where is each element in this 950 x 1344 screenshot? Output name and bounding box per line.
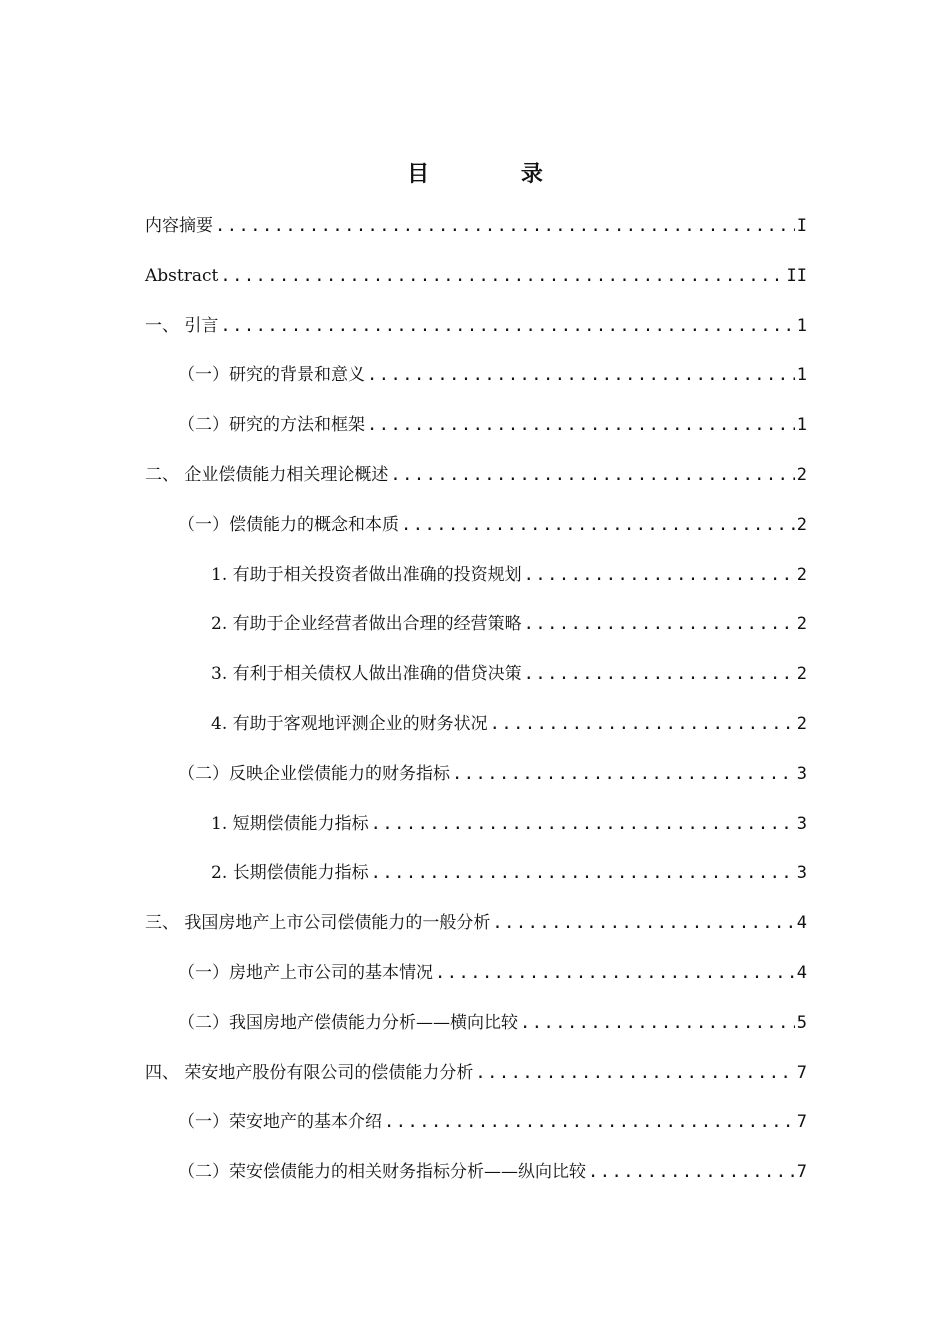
toc-entry-page: 1 — [796, 415, 807, 436]
toc-entry-label: 1. 短期偿债能力指标 — [211, 813, 369, 834]
toc-entry-section-4-2[interactable] — [145, 1157, 807, 1207]
toc-entry-chapter-4[interactable] — [145, 1058, 807, 1108]
toc-entry-page: 3 — [796, 763, 807, 784]
toc-entry-page: 2 — [796, 464, 807, 485]
toc-entry-chapter-1[interactable] — [145, 311, 807, 361]
toc-entry-section-2-1[interactable] — [145, 510, 807, 560]
toc-list — [145, 211, 807, 1207]
toc-entry-page: 5 — [796, 1012, 807, 1033]
toc-entry-page: 2 — [796, 713, 807, 734]
toc-entry-label: 2. 有助于企业经营者做出合理的经营策略 — [211, 614, 522, 635]
toc-entry-page: 2 — [796, 514, 807, 535]
toc-entry-page: 2 — [796, 664, 807, 685]
toc-entry-label: （二）我国房地产偿债能力分析——横向比较 — [178, 1012, 518, 1033]
toc-entry-label: 1. 有助于相关投资者做出准确的投资规划 — [211, 564, 522, 585]
toc-entry-section-1-2[interactable] — [145, 410, 807, 460]
toc-entry-label: 3. 有利于相关债权人做出准确的借贷决策 — [211, 664, 522, 685]
toc-entry-subsection-2-1-4[interactable] — [145, 709, 807, 759]
toc-entry-label: 4. 有助于客观地评测企业的财务状况 — [211, 713, 488, 734]
dot-leader — [588, 1157, 795, 1187]
dot-leader — [520, 1008, 795, 1038]
toc-entry-label: 三、 我国房地产上市公司偿债能力的一般分析 — [145, 913, 491, 934]
toc-title: 目 录 — [407, 162, 585, 187]
toc-entry-subsection-2-1-2[interactable] — [145, 609, 807, 659]
dot-leader — [524, 659, 795, 689]
toc-entry-page: 4 — [796, 913, 807, 934]
dot-leader — [384, 1107, 795, 1137]
dot-leader — [452, 759, 795, 789]
toc-entry-section-3-1[interactable] — [145, 958, 807, 1008]
toc-entry-label: （一）研究的背景和意义 — [178, 365, 365, 386]
dot-leader — [367, 360, 795, 390]
toc-entry-chapter-3[interactable] — [145, 908, 807, 958]
dot-leader — [492, 908, 794, 938]
toc-entry-label: 四、 荣安地产股份有限公司的偿债能力分析 — [145, 1062, 474, 1083]
toc-entry-chapter-2[interactable] — [145, 460, 807, 510]
dot-leader — [401, 510, 795, 540]
dot-leader — [220, 311, 794, 341]
dot-leader — [524, 560, 795, 590]
toc-entry-section-3-2[interactable] — [145, 1008, 807, 1058]
toc-entry-page: 2 — [796, 564, 807, 585]
toc-entry-section-4-1[interactable] — [145, 1107, 807, 1157]
toc-entry-label: （一）荣安地产的基本介绍 — [178, 1112, 382, 1133]
toc-entry-subsection-2-1-3[interactable] — [145, 659, 807, 709]
toc-entry-page: 3 — [796, 813, 807, 834]
dot-leader — [367, 410, 795, 440]
toc-entry-page: 1 — [796, 315, 807, 336]
toc-entry-abstract-en[interactable] — [145, 261, 807, 311]
dot-leader — [524, 609, 795, 639]
toc-entry-section-1-1[interactable] — [145, 360, 807, 410]
toc-entry-label: 2. 长期偿债能力指标 — [211, 863, 369, 884]
toc-entry-label: （一）偿债能力的概念和本质 — [178, 514, 399, 535]
toc-entry-subsection-2-2-2[interactable] — [145, 858, 807, 908]
toc-entry-label: Abstract — [145, 265, 219, 286]
toc-entry-page: 2 — [796, 614, 807, 635]
dot-leader — [435, 958, 795, 988]
dot-leader — [390, 460, 794, 490]
toc-entry-subsection-2-2-1[interactable] — [145, 809, 807, 859]
toc-entry-section-2-2[interactable] — [145, 759, 807, 809]
dot-leader — [475, 1058, 794, 1088]
toc-entry-label: （二）荣安偿债能力的相关财务指标分析——纵向比较 — [178, 1162, 586, 1183]
toc-entry-page: 1 — [796, 365, 807, 386]
toc-entry-page: 7 — [796, 1162, 807, 1183]
toc-entry-page: 7 — [796, 1062, 807, 1083]
toc-entry-label: （一）房地产上市公司的基本情况 — [178, 962, 433, 983]
toc-entry-page: 7 — [796, 1112, 807, 1133]
toc-entry-label: （二）研究的方法和框架 — [178, 415, 365, 436]
toc-entry-subsection-2-1-1[interactable] — [145, 560, 807, 610]
toc-entry-label: 二、 企业偿债能力相关理论概述 — [145, 464, 389, 485]
toc-entry-label: 一、 引言 — [145, 315, 219, 336]
dot-leader — [371, 809, 795, 839]
toc-entry-label: 内容摘要 — [145, 216, 213, 236]
toc-entry-page: 4 — [796, 962, 807, 983]
dot-leader — [490, 709, 795, 739]
toc-entry-label: （二）反映企业偿债能力的财务指标 — [178, 763, 450, 784]
dot-leader — [371, 858, 795, 888]
toc-entry-abstract-cn[interactable] — [145, 211, 807, 261]
toc-entry-page: I — [796, 216, 807, 236]
dot-leader — [220, 261, 784, 291]
toc-entry-page: 3 — [796, 863, 807, 884]
toc-entry-page: II — [786, 265, 807, 286]
dot-leader — [215, 211, 795, 241]
